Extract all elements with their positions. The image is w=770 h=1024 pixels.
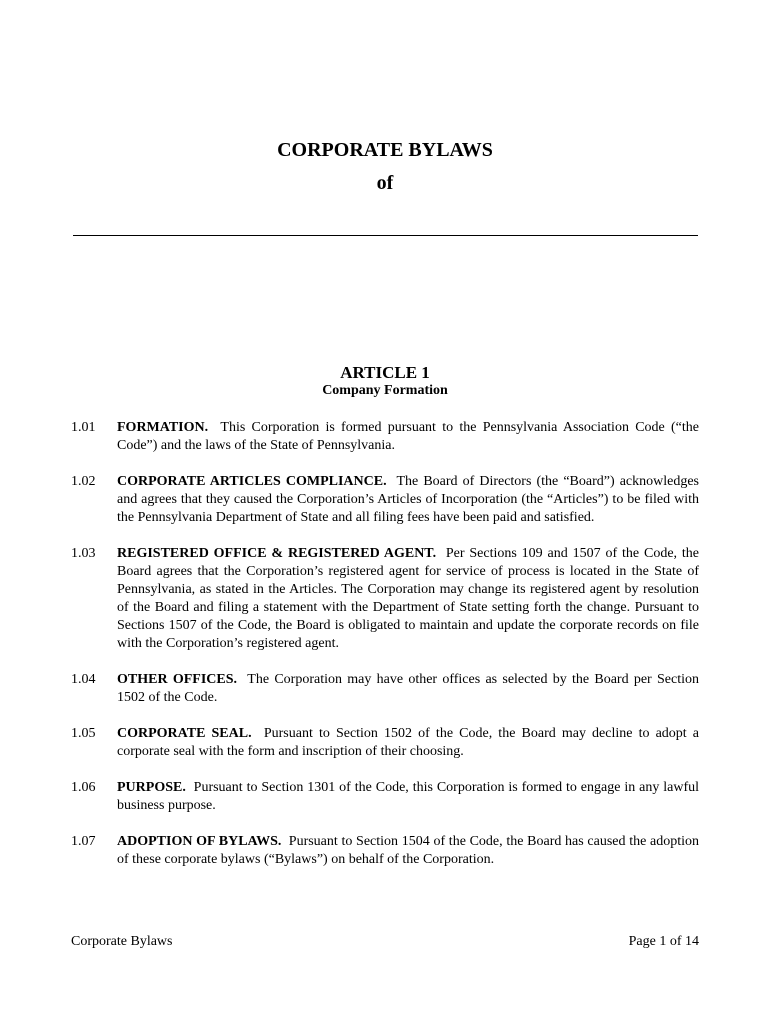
section-1-03 [71,545,699,653]
document-of-text: of [376,172,394,194]
section-number: 1.04 [71,672,96,687]
footer-document-name: Corporate Bylaws [71,934,173,949]
article-sections [71,419,699,887]
section-title: ADOPTION OF BYLAWS. [117,834,282,849]
section-1-02 [71,473,699,527]
section-1-05 [71,725,699,761]
document-title: CORPORATE BYLAWS [277,139,493,161]
section-text: Pursuant to Section 1301 of the Code, this Corporation is formed to engage in any lawful business purpose. [117,780,699,813]
section-1-06 [71,779,699,815]
footer-page-number: Page 1 of 14 [628,934,699,949]
section-number: 1.05 [71,726,96,741]
section-title: CORPORATE SEAL. [117,726,252,741]
section-number: 1.07 [71,834,96,849]
section-title: CORPORATE ARTICLES COMPLIANCE. [117,474,387,489]
section-text: Per Sections 109 and 1507 of the Code, the Board agrees that the Corporation’s registered agent for service of process is located in the State of Pennsylvania, as stated in the Articles. The Corporation may change its registered agent by resolution of the Board and filing a statement with the Department of State setting forth the change. Pursuant to Sections 1507 of the Code, the Board is obligated to maintain and update the corporate records on file with the Corporation’s registered agent. [117,546,700,651]
section-text: Pursuant to Section 1502 of the Code, the Board may decline to adopt a corporate seal with the form and inscription of their choosing. [117,726,700,759]
corporation-name-blank-line [73,235,698,236]
section-1-04 [71,671,699,707]
section-text: The Corporation may have other offices as selected by the Board per Section 1502 of the Code. [117,672,699,705]
section-text: This Corporation is formed pursuant to the Pennsylvania Association Code (“the Code”) and the laws of the State of Pennsylvania. [117,420,699,453]
section-text: The Board of Directors (the “Board”) acknowledges and agrees that they caused the Corporation’s Articles of Incorporation (the “Articles”) to be filed with the Pennsylvania Department of State and all filing fees have been paid and satisfied. [117,474,700,525]
section-body [117,779,699,815]
section-1-01 [71,419,699,455]
section-title: PURPOSE. [117,780,186,795]
section-number: 1.01 [71,420,96,435]
section-body [117,725,699,761]
section-body [117,671,699,707]
section-body [117,833,699,869]
section-1-07 [71,833,699,869]
section-number: 1.03 [71,546,96,561]
section-body [117,419,699,455]
section-number: 1.06 [71,780,96,795]
section-text: Pursuant to Section 1504 of the Code, the Board has caused the adoption of these corporate bylaws (“Bylaws”) on behalf of the Corporation. [117,834,699,867]
section-title: REGISTERED OFFICE & REGISTERED AGENT. [117,546,437,561]
section-body [117,473,699,527]
article-subheading: Company Formation [322,383,448,398]
section-title: FORMATION. [117,420,209,435]
article-heading: ARTICLE 1 [340,363,430,382]
section-title: OTHER OFFICES. [117,672,238,687]
section-body [117,545,699,653]
section-number: 1.02 [71,474,96,489]
